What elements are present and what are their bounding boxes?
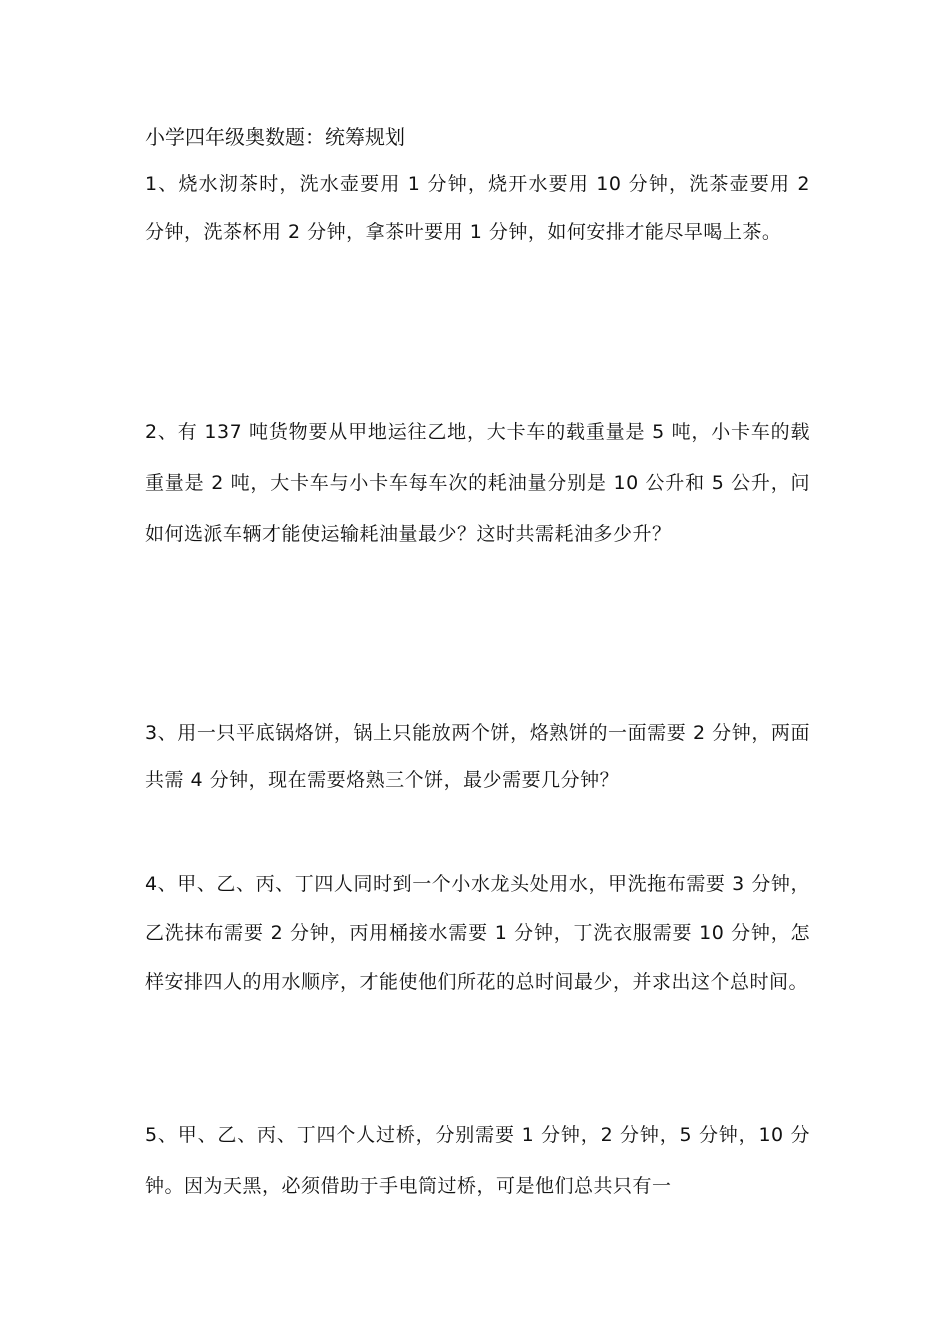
problem-1: 1、烧水沏茶时，洗水壶要用 1 分钟，烧开水要用 10 分钟，洗茶壶要用 2 分钟，洗茶杯用 2 分钟，拿茶叶要用 1 分钟，如何安排才能尽早喝上茶。 — [145, 173, 810, 243]
document-title: 小学四年级奥数题：统筹规划 — [145, 125, 405, 149]
problem-3: 3、用一只平底锅烙饼，锅上只能放两个饼，烙熟饼的一面需要 2 分钟，两面共需 4 分钟，现在需要烙熟三个饼，最少需要几分钟？ — [145, 722, 810, 791]
problem-4: 4、甲、乙、丙、丁四人同时到一个小水龙头处用水，甲洗拖布需要 3 分钟，乙洗抹布需要 2 分钟，丙用桶接水需要 1 分钟，丁洗衣服需要 10 分钟，怎样安排四人的用水顺序，才能使他们所花的总时间最少，并求出这个总时间。 — [145, 873, 810, 993]
problem-5: 5、甲、乙、丙、丁四个人过桥，分别需要 1 分钟，2 分钟，5 分钟，10 分钟。因为天黑，必须借助于手电筒过桥，可是他们总共只有一 — [145, 1124, 810, 1197]
problem-2: 2、有 137 吨货物要从甲地运往乙地，大卡车的载重量是 5 吨，小卡车的载重量是 2 吨，大卡车与小卡车每车次的耗油量分别是 10 公升和 5 公升，问如何选派车辆才能使运输耗油量最少？这时共需耗油多少升？ — [145, 421, 810, 545]
